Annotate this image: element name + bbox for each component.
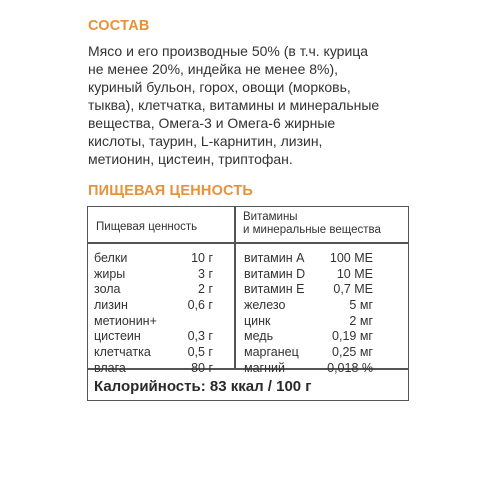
nutrient-name: метионин+ <box>94 313 157 328</box>
nutrient-value: 80 г <box>191 360 213 375</box>
nutrient-name: зола <box>94 282 121 297</box>
vitamin-name: витамин D <box>244 266 306 281</box>
table-row <box>236 314 408 330</box>
nutrient-name: белки <box>94 251 128 265</box>
vitamin-value: 5 мг <box>349 298 373 313</box>
vitamin-name: цинк <box>244 313 271 328</box>
vitamin-value: 100 МЕ <box>329 251 373 265</box>
header-nutrition: Пищевая ценность <box>96 221 198 233</box>
table-row <box>88 267 234 283</box>
composition-text <box>88 42 433 168</box>
table-row <box>88 298 234 314</box>
nutrition-title: ПИЩЕВАЯ ЦЕННОСТЬ <box>88 183 254 199</box>
nutrient-value: 0,3 г <box>187 329 213 344</box>
nutrient-value: 3 г <box>198 266 213 281</box>
vitamin-value: 0,19 мг <box>332 329 373 344</box>
nutrient-value: 10 г <box>191 251 213 265</box>
vitamin-name: марганец <box>244 345 299 360</box>
table-divider-header <box>88 242 408 244</box>
table-row <box>88 282 234 298</box>
table-row <box>236 282 408 298</box>
vitamin-value: 0,7 МЕ <box>333 282 373 297</box>
composition-line: куриный бульон, горох, овощи (морковь, <box>88 79 351 95</box>
table-row <box>88 361 234 377</box>
header-vitamins <box>243 211 381 237</box>
table-row <box>236 267 408 283</box>
vitamin-name: железо <box>244 298 286 313</box>
vitamins-column <box>236 251 408 377</box>
composition-title: СОСТАВ <box>88 18 150 34</box>
header-vitamins-line1: Витамины <box>243 211 298 223</box>
table-row <box>236 251 408 267</box>
table-row <box>88 345 234 361</box>
vitamin-value: 0,25 мг <box>332 345 373 360</box>
composition-line: вещества, Омега-3 и Омега-6 жирные <box>88 115 336 131</box>
nutrient-name: лизин <box>94 298 128 313</box>
header-vitamins-line2: и минеральные вещества <box>243 224 381 236</box>
nutrient-value: 0,5 г <box>187 345 213 360</box>
composition-line: не менее 20%, индейка не менее 8%), <box>88 61 339 77</box>
nutrient-name: влага <box>94 360 126 375</box>
composition-line: кислоты, таурин, L-карнитин, лизин, <box>88 133 323 149</box>
nutrition-table <box>87 206 409 401</box>
vitamin-value: 0,018 % <box>327 360 373 375</box>
table-row <box>88 314 234 330</box>
composition-line: метионин, цистеин, триптофан. <box>88 151 293 167</box>
vitamin-value: 10 МЕ <box>336 266 373 281</box>
vitamin-name: медь <box>244 329 274 344</box>
composition-line: Мясо и его производные 50% (в т.ч. курица <box>88 43 369 59</box>
nutrient-value: 0,6 г <box>187 298 213 313</box>
nutrient-name: жиры <box>94 266 126 281</box>
table-row <box>236 298 408 314</box>
table-row <box>236 345 408 361</box>
table-row <box>236 329 408 345</box>
vitamin-name: витамин А <box>244 251 305 265</box>
table-row <box>88 251 234 267</box>
table-row <box>88 329 234 345</box>
nutrient-value: 2 г <box>198 282 213 297</box>
calories-text: Калорийность: 83 ккал / 100 г <box>94 378 312 395</box>
composition-line: тыква), клетчатка, витамины и минеральные <box>88 97 380 113</box>
nutrition-column <box>88 251 234 377</box>
vitamin-name: витамин Е <box>244 282 305 297</box>
table-row <box>236 361 408 377</box>
vitamin-value: 2 мг <box>349 313 373 328</box>
vitamin-name: магний <box>244 360 285 375</box>
nutrient-name: цистеин <box>94 329 141 344</box>
nutrient-name: клетчатка <box>94 345 151 360</box>
